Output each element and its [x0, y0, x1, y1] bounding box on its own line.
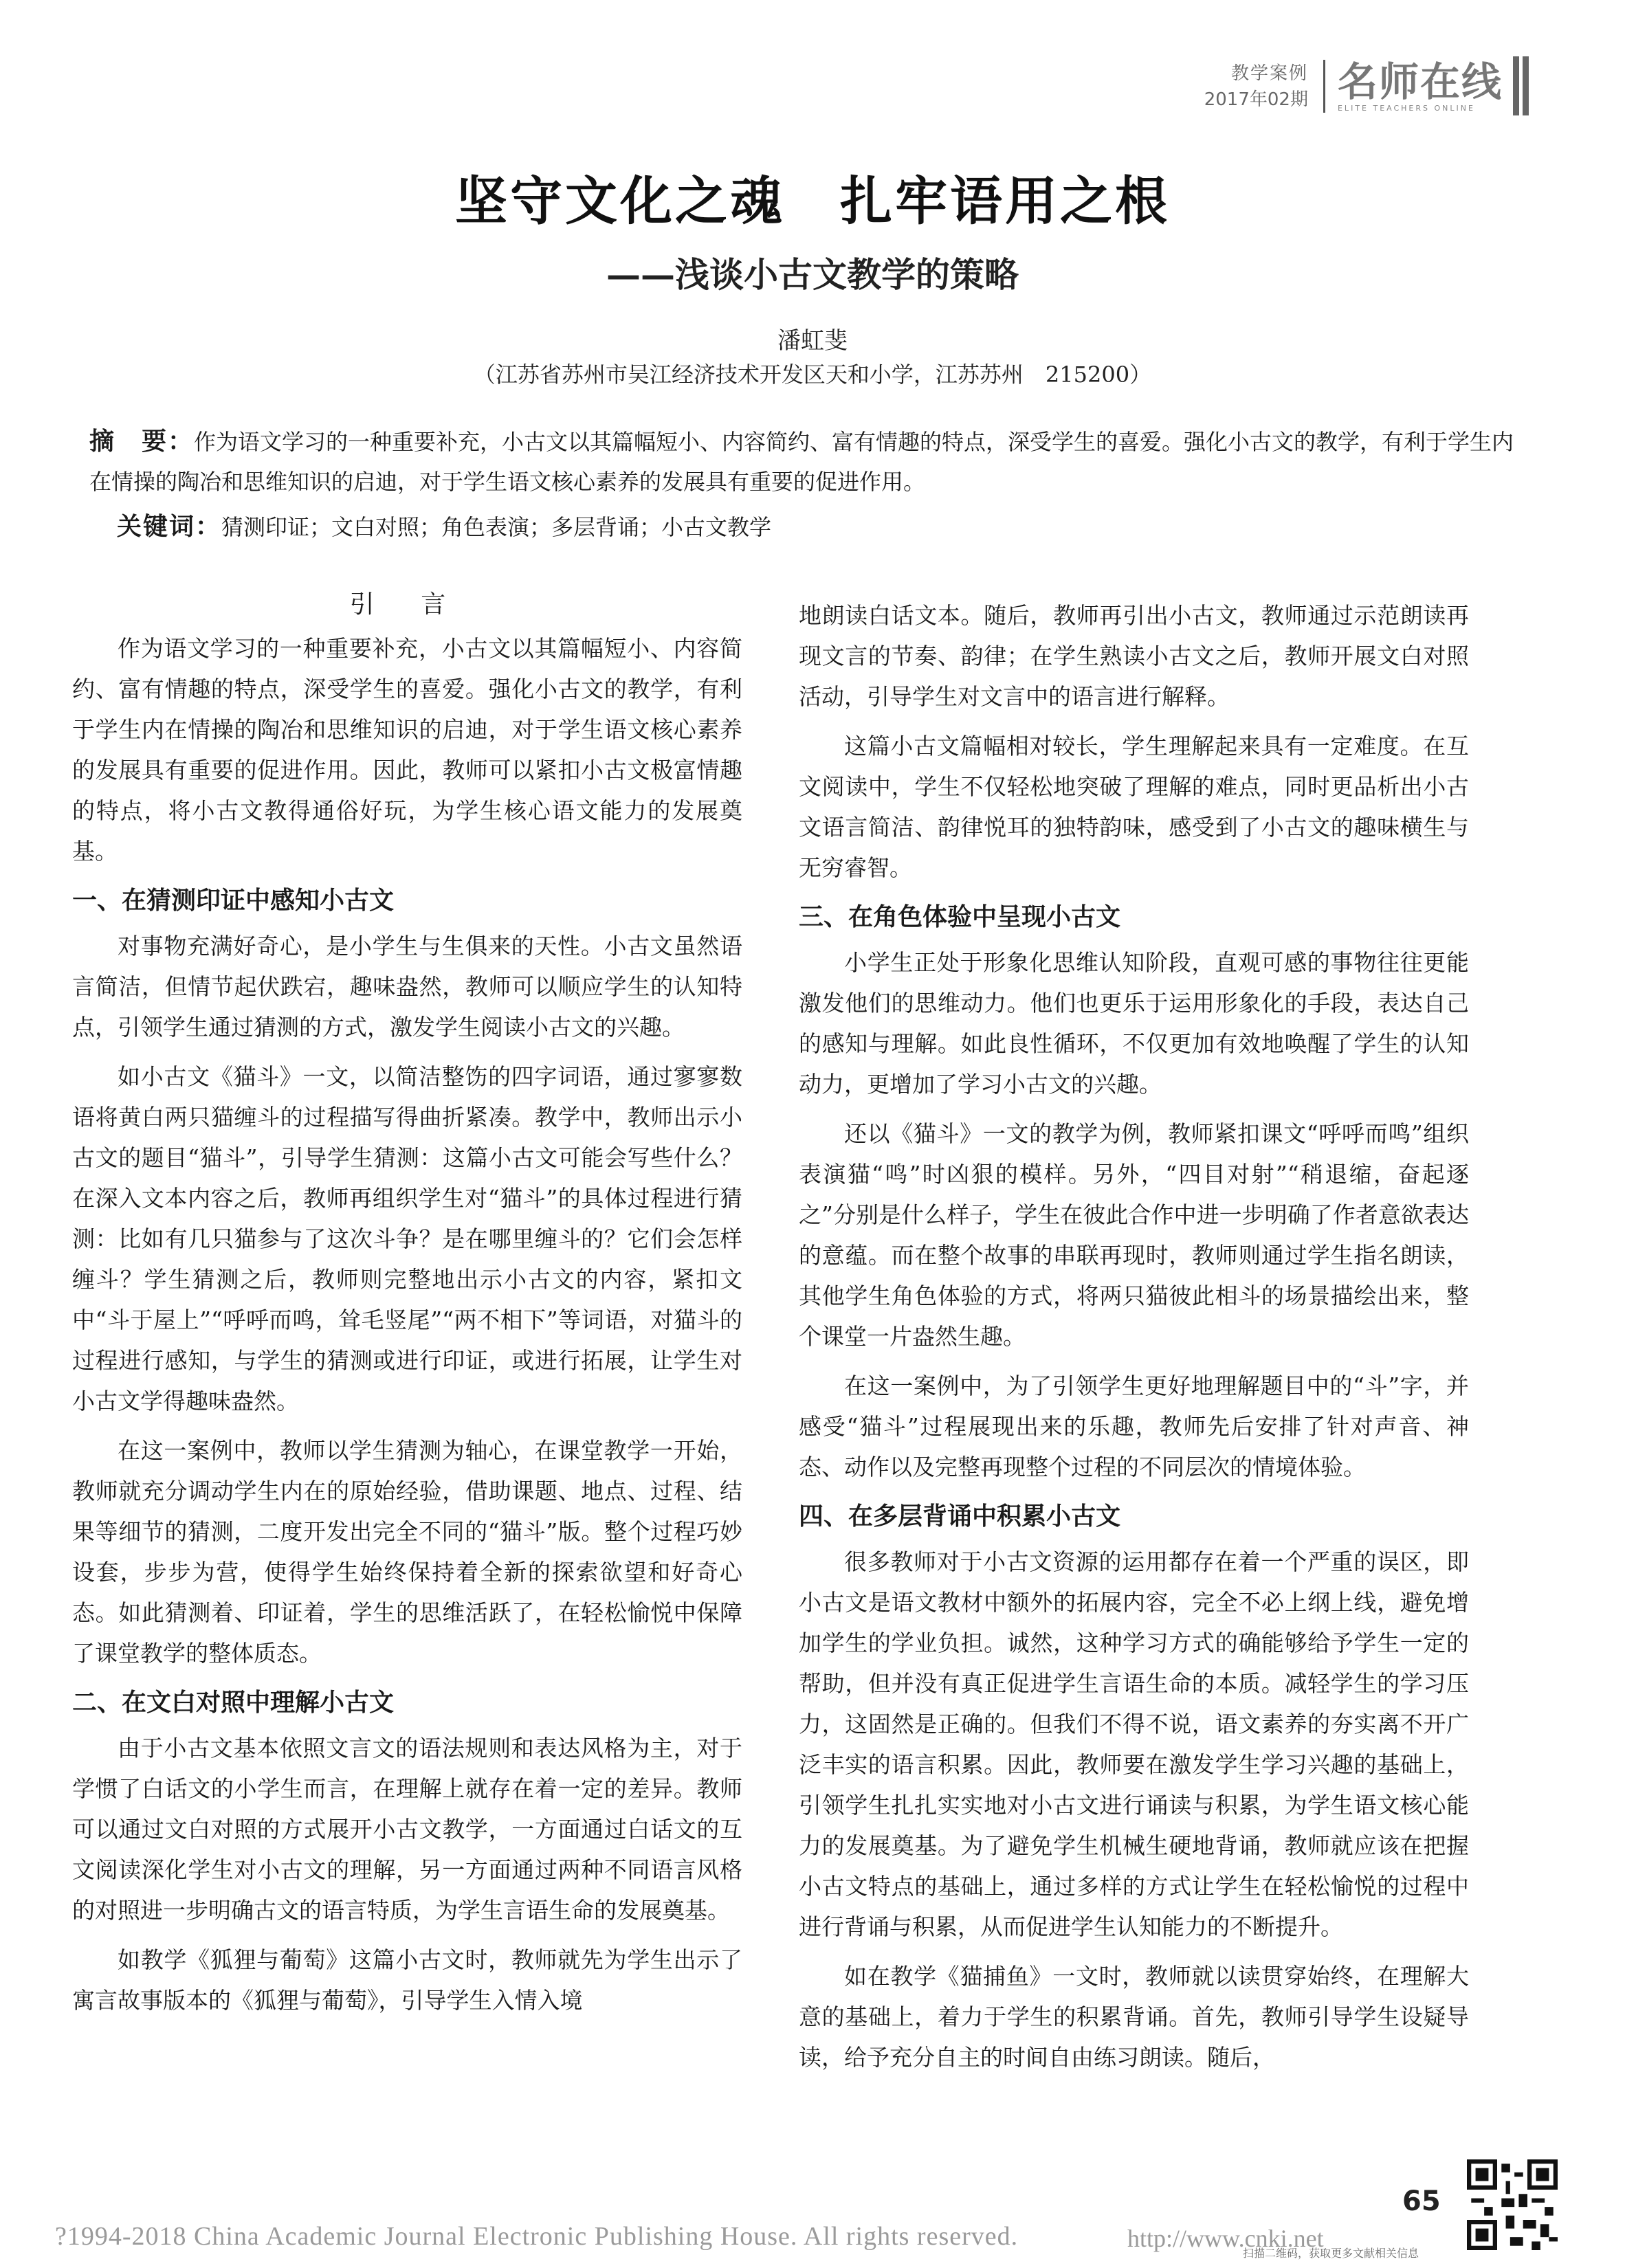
keywords-label: 关键词： — [117, 513, 222, 541]
article-subtitle: ——浅谈小古文教学的策略 — [606, 254, 1019, 295]
section-heading-2: 二、在文白对照中理解小古文 — [72, 1689, 395, 1717]
paragraph: 如在教学《猫捕鱼》一文时，教师就以读贯穿始终，在理解大意的基础上，着力于学生的积累背诵。首先，教师引导学生设疑导读，给予充分自主的时间自由练习朗读。随后， — [799, 1963, 1469, 2071]
column-name: 教学案例 — [1230, 63, 1308, 84]
right-column — [799, 595, 1469, 2087]
page-number: 65 — [1402, 2186, 1441, 2217]
paragraph: 在这一案例中，为了引领学生更好地理解题目中的“斗”字，并感受“猫斗”过程展现出来的乐趣，教师先后安排了针对声音、神态、动作以及完整再现整个过程的不同层次的情境体验。 — [799, 1372, 1469, 1480]
abstract — [89, 422, 1526, 502]
journal-logo — [1323, 60, 1503, 113]
abstract-label: 摘 要： — [89, 427, 195, 456]
paragraph: 这篇小古文篇幅相对较长，学生理解起来具有一定难度。在互文阅读中，学生不仅轻松地突破了理解的难点，同时更品析出小古文语言简洁、韵律悦耳的独特韵味，感受到了小古文的趣味横生与无穷睿智。 — [799, 733, 1469, 881]
qr-caption: 扫描二维码，获取更多文献相关信息 — [1243, 2247, 1419, 2260]
footer-url[interactable]: http://www.cnki.net — [1127, 2225, 1324, 2252]
section-heading-1: 一、在猜测印证中感知小古文 — [72, 887, 395, 915]
section-heading-3: 三、在角色体验中呈现小古文 — [799, 903, 1121, 931]
issue-label: 2017年02期 — [1204, 89, 1308, 110]
paragraph: 还以《猫斗》一文的教学为例，教师紧扣课文“呼呼而鸣”组织表演猫“鸣”时凶狠的模样。另外，“四目对射”“稍退缩，奋起逐之”分别是什么样子，学生在彼此合作中进一步明确了作者意欲表达的意蕴。而在整个故事的串联再现时，教师则通过学生指名朗读，其他学生角色体验的方式，将两只猫彼此相斗的场景描绘出来，整个课堂一片盎然生趣。 — [799, 1120, 1469, 1350]
paragraph-continued: 地朗读白话文本。随后，教师再引出小古文，教师通过示范朗读再现文言的节奏、韵律；在学生熟读小古文之后，教师开展文白对照活动，引导学生对文言中的语言进行解释。 — [799, 602, 1469, 710]
paragraph: 由于小古文基本依照文言文的语法规则和表达风格为主，对于学惯了白话文的小学生而言，在理解上就存在着一定的差异。教师可以通过文白对照的方式展开小古文教学，一方面通过白话文的互文阅读深化学生对小古文的理解，另一方面通过两种不同语言风格的对照进一步明确古文的语言特质，为学生言语生命的发展奠基。 — [72, 1735, 742, 1924]
paragraph: 如小古文《猫斗》一文，以简洁整饬的四字词语，通过寥寥数语将黄白两只猫缠斗的过程描写得曲折紧凑。教学中，教师出示小古文的题目“猫斗”，引导学生猜测：这篇小古文可能会写些什么？在深入文本内容之后，教师再组织学生对“猫斗”的具体过程进行猜测：比如有几只猫参与了这次斗争？是在哪里缠斗的？它们会怎样缠斗？学生猜测之后，教师则完整地出示小古文的内容，紧扣文中“斗于屋上”“呼呼而鸣，耸毛竖尾”“两不相下”等词语，对猫斗的过程进行感知，与学生的猜测或进行印证，或进行拓展，让学生对小古文学得趣味盎然。 — [72, 1063, 742, 1414]
paragraph: 很多教师对于小古文资源的运用都存在着一个严重的误区，即小古文是语文教材中额外的拓展内容，完全不必上纲上线，避免增加学生的学业负担。诚然，这种学习方式的确能够给予学生一定的帮助，但并没有真正促进学生言语生命的本质。减轻学生的学习压力，这固然是正确的。但我们不得不说，语文素养的夯实离不开广泛丰实的语言积累。因此，教师要在激发学生学习兴趣的基础上，引领学生扎扎实实地对小古文进行诵读与积累，为学生语文核心能力的发展奠基。为了避免学生机械生硬地背诵，教师就应该在把握小古文特点的基础上，通过多样的方式让学生在轻松愉悦的过程中进行背诵与积累，从而促进学生认知能力的不断提升。 — [799, 1548, 1469, 1940]
journal-brand: 名师在线 — [1337, 58, 1503, 105]
paragraph: 作为语文学习的一种重要补充，小古文以其篇幅短小、内容简约、富有情趣的特点，深受学生的喜爱。强化小古文的教学，有利于学生内在情操的陶冶和思维知识的启迪，对于学生语文核心素养的发展具有重要的促进作用。因此，教师可以紧扣小古文极富情趣的特点，将小古文教得通俗好玩，为学生核心语文能力的发展奠基。 — [72, 635, 742, 865]
abstract-text: 作为语文学习的一种重要补充，小古文以其篇幅短小、内容简约、富有情趣的特点，深受学生的喜爱。强化小古文的教学，有利于学生内在情操的陶冶和思维知识的启迪，对于学生语文核心素养的发展具有重要的促进作用。 — [89, 429, 1514, 495]
copyright-notice: ?1994-2018 China Academic Journal Electronic Publishing House. All rights reserved. — [55, 2222, 1019, 2251]
journal-brand-en: ELITE TEACHERS ONLINE — [1337, 103, 1475, 113]
keywords-text: 猜测印证；文白对照；角色表演；多层背诵；小古文教学 — [221, 514, 772, 540]
paragraph: 在这一案例中，教师以学生猜测为轴心，在课堂教学一开始，教师就充分调动学生内在的原始经验，借助课题、地点、过程、结果等细节的猜测，二度开发出完全不同的“猫斗”版。整个过程巧妙设套，步步为营，使得学生始终保持着全新的探索欲望和好奇心态。如此猜测着、印证着，学生的思维活跃了，在轻松愉悦中保障了课堂教学的整体质态。 — [72, 1437, 742, 1667]
section-heading-4: 四、在多层背诵中积累小古文 — [799, 1502, 1121, 1531]
paragraph: 对事物充满好奇心，是小学生与生俱来的天性。小古文虽然语言简洁，但情节起伏跌宕，趣味盎然，教师可以顺应学生的认知特点，引领学生通过猜测的方式，激发学生阅读小古文的兴趣。 — [72, 933, 742, 1041]
journal-header — [1204, 48, 1529, 124]
keywords — [117, 507, 1526, 547]
author-affiliation: （江苏省苏州市吴江经济技术开发区天和小学，江苏苏州 215200） — [473, 362, 1152, 388]
section-heading-intro: 引 言 — [349, 590, 465, 619]
author-name: 潘虹斐 — [777, 327, 848, 355]
paragraph: 小学生正处于形象化思维认知阶段，直观可感的事物往往更能激发他们的思维动力。他们也更乐于运用形象化的手段，表达自己的感知与理解。如此良性循环，不仅更加有效地唤醒了学生的认知动力，更增加了学习小古文的兴趣。 — [799, 949, 1469, 1098]
article-title: 坚守文化之魂 扎牢语用之根 — [455, 170, 1170, 232]
qr-code-icon[interactable] — [1467, 2159, 1558, 2250]
header-text — [1204, 60, 1308, 112]
left-column — [72, 584, 742, 2030]
decorative-bars — [1510, 56, 1529, 115]
paragraph: 如教学《狐狸与葡萄》这篇小古文时，教师就先为学生出示了寓言故事版本的《狐狸与葡萄》，引导学生入情入境 — [72, 1946, 742, 2014]
